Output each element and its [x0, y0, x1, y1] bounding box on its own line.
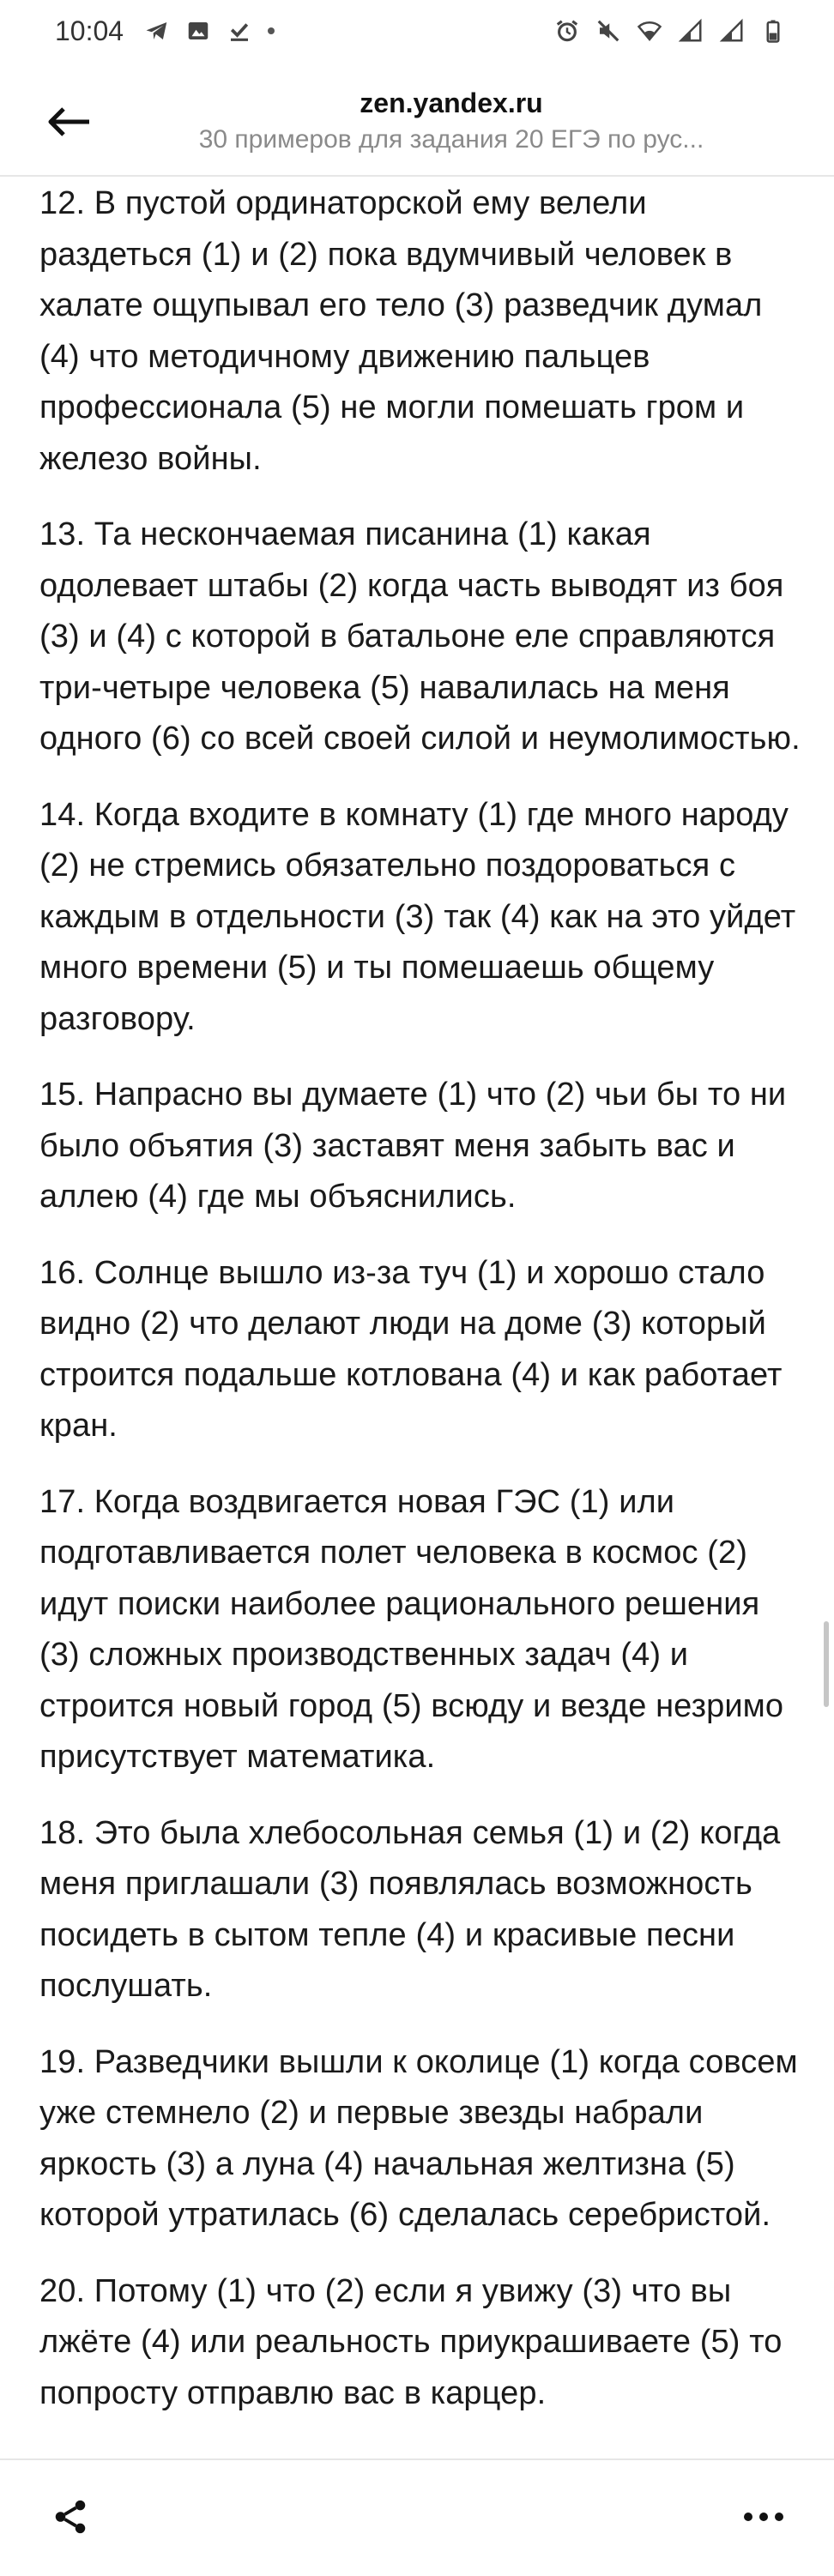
battery-icon	[760, 18, 786, 44]
exercise-paragraph: 13. Та нескончаемая писанина (1) какая одолевает штабы (2) когда часть выводят из боя (3) и (4) с которой в батальоне еле справляются три-четыре человека (5) навалилась на меня одного (6) со всей своей силой и неумолимостью.	[39, 516, 801, 757]
exercise-paragraph: 16. Солнце вышло из-за туч (1) и хорошо стало видно (2) что делают люди на доме (3) который строится подальше котлована (4) и как работает кран.	[39, 1254, 783, 1444]
telegram-icon	[144, 18, 170, 44]
share-button[interactable]	[45, 2491, 96, 2543]
status-bar	[0, 0, 834, 62]
share-icon	[51, 2496, 90, 2537]
signal-icon	[719, 18, 745, 44]
back-arrow-icon	[46, 105, 91, 139]
dot-icon	[268, 27, 275, 34]
download-check-icon	[227, 18, 252, 44]
exercise-paragraph: 15. Напрасно вы думаете (1) что (2) чьи бы то ни было объятия (3) заставят меня забыть вас и аллею (4) где мы объяснились.	[39, 1077, 787, 1215]
exercise-paragraph: 18. Это была хлебосольная семья (1) и (2) когда меня приглашали (3) появлялась возможность посидеть в сытом тепле (4) и красивые песни послушать.	[39, 1814, 781, 2004]
status-right	[554, 18, 786, 44]
back-button[interactable]	[41, 94, 96, 149]
alarm-icon	[554, 18, 580, 44]
status-left	[55, 15, 275, 47]
mute-icon	[595, 18, 621, 44]
image-icon	[185, 18, 211, 44]
exercise-paragraph: 17. Когда воздвигается новая ГЭС (1) или подготавливается полет человека в космос (2) идут поиски наиболее рационального решения (3) сложных производственных задач (4) и строится новый город (5) всюду и везде незримо присутствует математика.	[39, 1483, 784, 1775]
exercise-paragraph: 14. Когда входите в комнату (1) где много народу (2) не стремись обязательно поздороваться с каждым в отдельности (3) так (4) как на это уйдет много времени (5) и ты помешаешь общему разговору.	[39, 796, 796, 1037]
article-content	[39, 178, 808, 2444]
signal-icon	[678, 18, 704, 44]
app-header	[0, 62, 834, 177]
more-icon	[743, 2512, 784, 2522]
article-title: 30 примеров для задания 20 ЕГЭ по рус...	[198, 125, 704, 154]
exercise-paragraph: 19. Разведчики вышли к околице (1) когда совсем уже стемнело (2) и первые звезды набрали яркость (3) а луна (4) начальная желтизна (5) которой утратилась (6) сделалась серебристой.	[39, 2043, 798, 2233]
bottom-bar	[0, 2458, 834, 2576]
status-time: 10:04	[55, 15, 124, 46]
site-title: zen.yandex.ru	[360, 87, 543, 118]
header-titles	[137, 84, 765, 158]
exercise-paragraph: 12. В пустой ординаторской ему велели раздеться (1) и (2) пока вдумчивый человек в халате ощупывал его тело (3) разведчик думал (4) что методичному движению пальцев профессионала (5) не могли помешать гром и железо войны.	[39, 185, 763, 477]
wifi-icon	[637, 18, 662, 44]
scrollbar-thumb[interactable]	[824, 1621, 829, 1707]
more-button[interactable]	[738, 2491, 789, 2543]
exercise-paragraph: 20. Потому (1) что (2) если я увижу (3) что вы лжёте (4) или реальность приукрашиваете (5) то попросту отправлю вас в карцер.	[39, 2272, 783, 2411]
